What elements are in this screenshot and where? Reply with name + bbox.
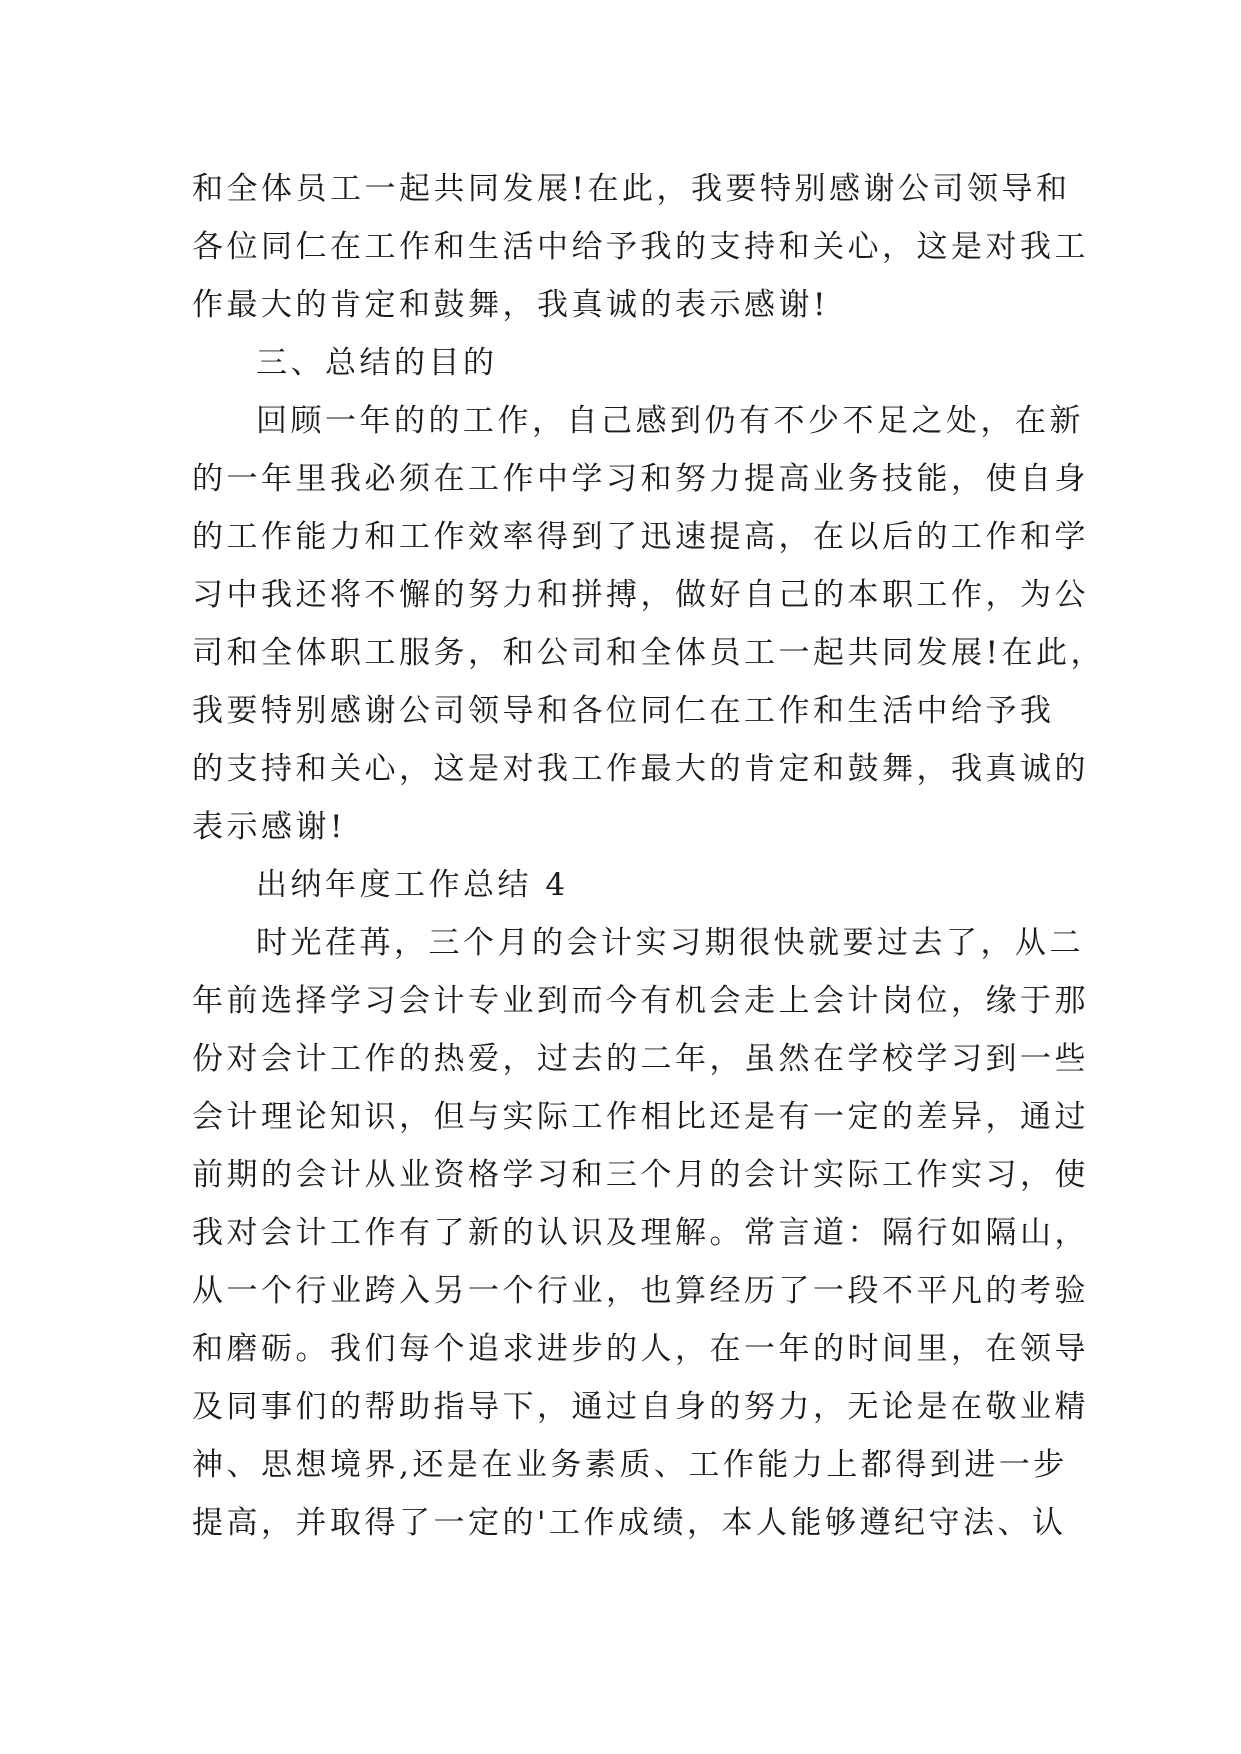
text-line: 和全体员工一起共同发展!在此，我要特别感谢公司领导和 — [192, 171, 1071, 207]
text-line: 的工作能力和工作效率得到了迅速提高，在以后的工作和学 — [192, 519, 1089, 555]
section-heading: 出纳年度工作总结 4 — [256, 867, 569, 903]
text-line: 神、思想境界,还是在业务素质、工作能力上都得到进一步 — [192, 1447, 1068, 1483]
text-line: 时光荏苒，三个月的会计实习期很快就要过去了，从二 — [256, 925, 1084, 961]
text-line: 的支持和关心，这是对我工作最大的肯定和鼓舞，我真诚的 — [192, 751, 1089, 787]
section-heading: 三、总结的目的 — [256, 345, 498, 381]
text-line: 会计理论知识，但与实际工作相比还是有一定的差异，通过 — [192, 1099, 1089, 1135]
text-line: 从一个行业跨入另一个行业，也算经历了一段不平凡的考验 — [192, 1273, 1089, 1309]
text-line: 司和全体职工服务，和公司和全体员工一起共同发展!在此， — [192, 635, 1105, 671]
text-line: 我对会计工作有了新的认识及理解。常言道：隔行如隔山， — [192, 1215, 1089, 1251]
text-line: 回顾一年的的工作，自己感到仍有不少不足之处，在新 — [256, 403, 1084, 439]
text-line: 的一年里我必须在工作中学习和努力提高业务技能，使自身 — [192, 461, 1089, 497]
text-line: 前期的会计从业资格学习和三个月的会计实际工作实习，使 — [192, 1157, 1089, 1193]
text-line: 习中我还将不懈的努力和拼搏，做好自己的本职工作，为公 — [192, 577, 1089, 613]
text-line: 份对会计工作的热爱，过去的二年，虽然在学校学习到一些 — [192, 1041, 1089, 1077]
text-line: 年前选择学习会计专业到而今有机会走上会计岗位，缘于那 — [192, 983, 1089, 1019]
text-line: 各位同仁在工作和生活中给予我的支持和关心，这是对我工 — [192, 229, 1089, 265]
text-line: 提高，并取得了一定的'工作成绩，本人能够遵纪守法、认 — [192, 1505, 1067, 1541]
text-line: 及同事们的帮助指导下，通过自身的努力，无论是在敬业精 — [192, 1389, 1089, 1425]
text-line: 和磨砺。我们每个追求进步的人，在一年的时间里，在领导 — [192, 1331, 1089, 1367]
text-line: 作最大的肯定和鼓舞，我真诚的表示感谢! — [192, 287, 829, 323]
text-line: 我要特别感谢公司领导和各位同仁在工作和生活中给予我 — [192, 693, 1055, 729]
text-line: 表示感谢! — [192, 809, 346, 845]
document-body — [192, 160, 1105, 1552]
